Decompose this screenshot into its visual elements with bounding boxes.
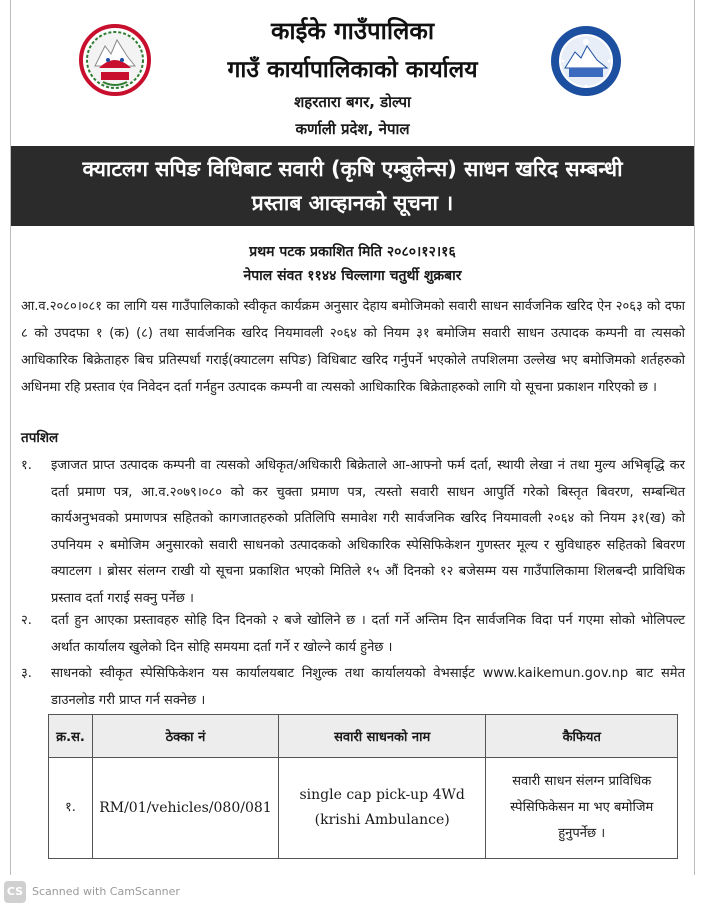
list-item-text: दर्ता हुन आएका प्रस्तावहरु सोहि दिन दिनको २ बजे खोलिने छ । दर्ता गर्ने अन्तिम दिन सार्वजनिक विदा पर्न गएमा सोको भोलिपल्ट अर्थात कार्यालय खुलेको दिन सोहि समयमा दर्ता गर्ने र खोल्ने कार्य हुनेछ । — [51, 613, 685, 655]
remarks-line-2: स्पेसिफिकेसन मा भए बमोजिम — [510, 800, 654, 815]
municipality-name: काईके गाउँपालिका — [270, 17, 435, 45]
list-item-number: ३. — [21, 666, 32, 681]
scanner-watermark: Scanned with CamScanner — [32, 885, 180, 898]
banner-line-1: क्याटलग सपिङ विधिबाट सवारी (कृषि एम्बुलेन्स) साधन खरिद सम्बन्धी — [82, 157, 623, 181]
notice-page — [10, 0, 695, 875]
cell-contract-no: RM/01/vehicles/080/081 — [92, 758, 278, 859]
vehicle-name-line-2: (krishi Ambulance) — [314, 812, 450, 828]
scanner-footer — [0, 876, 701, 910]
col-header-contract-no: ठेक्का नं — [92, 715, 278, 758]
remarks-line-1: सवारी साधन संलग्न प्राविधिक — [512, 774, 652, 789]
intro-paragraph: आ.व.२०८०।०८१ का लागि यस गाउँपालिकाको स्वीकृत कार्यक्रम अनुसार देहाय बमोजिमको सवारी साधन सार्वजनिक खरिद ऐन २०६३ को दफा ८ को उपदफा १ (क) (८) तथा सार्वजनिक खरिद नियमावली २०६४ को नियम ३१ बमोजिम सवारी साधन उत्पादक कम्पनी वा त्यसको आधिकारिक बिक्रेताहरु बिच प्रतिस्पर्धा गराई(क्याटलग सपिङ) विधिबाट खरिद गर्नुपर्ने भएकोले तपशिलमा उल्लेख भए बमोजिमको शर्तहरुको अधिनमा रहि प्रस्ताव एंव निवेदन दर्ता गर्नहुन उत्पादक कम्पनी वा त्यसको आधिकारिक बिक्रेताहरुको लागि यो सूचना प्रकाशन गरिएको छ । — [21, 299, 685, 395]
cell-vehicle-name — [278, 758, 486, 859]
list-item — [21, 453, 685, 613]
list-item-text: इजाजत प्राप्त उत्पादक कम्पनी वा त्यसको अधिकृत/अधिकारी बिक्रेताले आ-आफ्नो फर्म दर्ता, स्थायी लेखा नं तथा मुल्य अभिबृद्धि कर दर्ता प्रमाण पत्र, आ.व.२०७९।०८० को कर चुक्ता प्रमाण पत्र, त्यस्तो सवारी साधन आपुर्ति गरेको बिस्तृत बिवरण, सम्बन्धित कार्यअनुभवको प्रमाणपत्र सहितको कागजातहरुको प्रतिलिपि समावेश गरी सार्वजनिक खरिद नियमावली २०६४ को नियम ३१(ख) को उपनियम २ बमोजिम अनुसारको सवारी साधनको उत्पादकको अधिकारिक स्पेसिफिकेशन गुणस्तर मूल्य र सुविधाहरु सहितको बिवरण क्याटलग । ब्रोसर संलग्न राखी यो सूचना प्रकाशित भएको मितिले १५ औं दिनको १२ बजेसम्म यस गाउँपालिकामा शिलबन्दी प्राविधिक प्रस्ताव दर्ता गराई सक्नु पर्नेछ । — [51, 458, 685, 606]
remarks-line-3: हुनुपर्नेछ । — [558, 826, 606, 841]
contract-table — [48, 714, 678, 859]
table-header-row — [49, 715, 678, 758]
address-line-2: कर्णाली प्रदेश, नेपाल — [295, 120, 410, 138]
list-item — [21, 608, 685, 663]
list-item-number: १. — [21, 458, 32, 473]
notice-title-banner — [11, 146, 694, 226]
address-line-1: शहरतारा बगर, डोल्पा — [294, 93, 411, 111]
publication-date: प्रथम पटक प्रकाशित मिति २०८०।१२।१६ — [249, 244, 456, 260]
col-header-vehicle-name: सवारी साधनको नाम — [278, 715, 486, 758]
cell-remarks — [486, 758, 678, 859]
list-item — [21, 661, 685, 716]
municipality-seal-icon — [549, 24, 623, 98]
banner-line-2: प्रस्ताब आव्हानको सूचना । — [251, 191, 454, 215]
col-header-sn: क्र.स. — [49, 715, 93, 758]
list-item-number: २. — [21, 613, 32, 628]
table-row — [49, 758, 678, 859]
vehicle-name-line-1: single cap pick-up 4Wd — [299, 787, 465, 803]
nepal-sambat-date: नेपाल संवत ११४४ चिल्लागा चतुर्थी शुक्रबार — [243, 268, 462, 284]
cell-sn: १. — [49, 758, 93, 859]
letterhead — [11, 0, 694, 146]
col-header-remarks: कैफियत — [486, 715, 678, 758]
office-name: गाउँ कार्यापालिकाको कार्यालय — [227, 57, 478, 83]
list-item-text: साधनको स्वीकृत स्पेसिफिकेशन यस कार्यालयबाट निशुल्क तथा कार्यालयको वेभसाईट www.kaikemun.gov.np बाट समेत डाउनलोड गरी प्राप्त गर्न सक्नेछ । — [51, 666, 685, 708]
details-heading: तपशिल — [21, 430, 59, 446]
camscanner-logo-icon: CS — [4, 881, 26, 903]
